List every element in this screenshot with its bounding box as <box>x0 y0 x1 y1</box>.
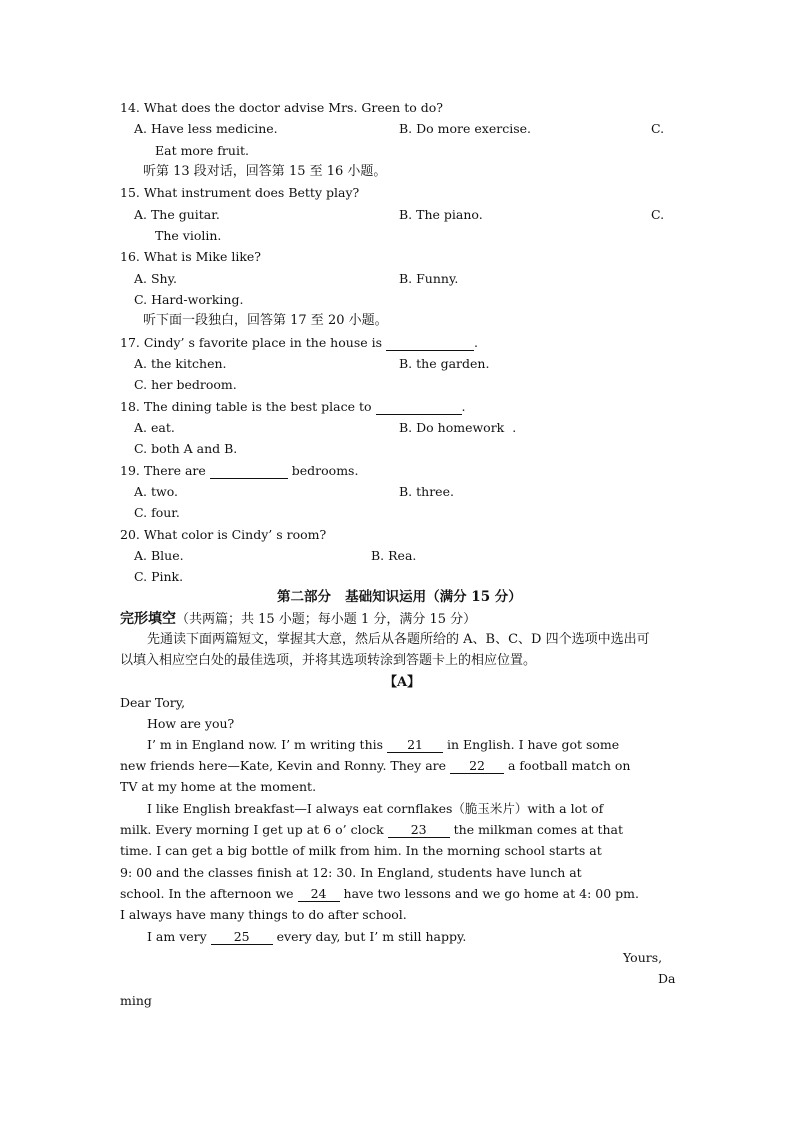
q19-stem: 19. There are bedrooms. <box>120 463 359 478</box>
q16-option-c: C. Hard-working. <box>134 292 244 307</box>
q17-stem: 17. Cindy’ s favorite place in the house is . <box>120 335 478 350</box>
letter-p2-line1: I like English breakfast—I always eat cornflakes（脆玉米片）with a lot of <box>147 801 604 816</box>
q17-blank <box>386 337 474 351</box>
q20-option-b: B. Rea. <box>371 548 417 563</box>
q19-option-c: C. four. <box>134 505 180 520</box>
instruction-line-2: 以填入相应空白处的最佳选项，并将其选项转涂到答题卡上的相应位置。 <box>120 653 537 668</box>
q14-option-b: B. Do more exercise. <box>399 121 531 136</box>
instruction-line-1: 先通读下面两篇短文，掌握其大意，然后从各题所给的 A、B、C、D 四个选项中选出可 <box>147 632 650 647</box>
blank-23: 23 <box>388 824 450 838</box>
q18-option-c: C. both A and B. <box>134 441 238 456</box>
q15-option-a: A. The guitar. <box>134 207 220 222</box>
letter-p2-line4: 9: 00 and the classes finish at 12: 30. In England, students have lunch at <box>120 865 582 880</box>
letter-p1-line3: TV at my home at the moment. <box>120 779 317 794</box>
q20-option-c: C. Pink. <box>134 569 184 584</box>
letter-signature-part1: Da <box>658 971 676 986</box>
q14-option-c-text: Eat more fruit. <box>155 143 249 158</box>
letter-p2-line2: milk. Every morning I get up at 6 o’ clock 23 the milkman comes at that <box>120 822 623 837</box>
q20-stem: 20. What color is Cindy’ s room? <box>120 527 327 542</box>
q15-option-c-letter: C. <box>651 207 665 222</box>
blank-24: 24 <box>298 888 340 902</box>
letter-signature-part2: ming <box>120 993 152 1008</box>
q15-stem: 15. What instrument does Betty play? <box>120 185 360 200</box>
cloze-heading <box>120 612 476 626</box>
q16-option-b: B. Funny. <box>399 271 459 286</box>
letter-p2-line3: time. I can get a big bottle of milk from him. In the morning school starts at <box>120 843 602 858</box>
cloze-info: （共两篇；共 15 小题；每小题 1 分，满分 15 分） <box>176 612 477 627</box>
letter-p3-line1: I am very 25 every day, but I’ m still happy. <box>147 929 467 944</box>
q17-option-b: B. the garden. <box>399 356 490 371</box>
q18-stem: 18. The dining table is the best place to . <box>120 399 466 414</box>
q18-blank <box>376 401 462 415</box>
q16-option-a: A. Shy. <box>134 271 177 286</box>
letter-closing: Yours, <box>623 950 663 965</box>
q14-stem: 14. What does the doctor advise Mrs. Green to do? <box>120 100 443 115</box>
passage-a-label: 【A】 <box>384 675 421 690</box>
letter-line-how-are-you: How are you? <box>147 716 235 731</box>
letter-greeting: Dear Tory, <box>120 695 186 710</box>
q14-option-c-letter: C. <box>651 121 665 136</box>
letter-p2-line5: school. In the afternoon we 24 have two lessons and we go home at 4: 00 pm. <box>120 886 640 901</box>
q16-stem: 16. What is Mike like? <box>120 249 261 264</box>
q15-option-c-text: The violin. <box>155 228 222 243</box>
q19-option-b: B. three. <box>399 484 454 499</box>
q17-option-a: A. the kitchen. <box>134 356 227 371</box>
blank-25: 25 <box>211 931 273 945</box>
q14-option-a: A. Have less medicine. <box>134 121 278 136</box>
section-13-instruction: 听第 13 段对话，回答第 15 至 16 小题。 <box>143 164 387 179</box>
letter-p2-line6: I always have many things to do after school. <box>120 907 407 922</box>
q18-option-b: B. Do homework . <box>399 420 517 435</box>
q20-option-a: A. Blue. <box>134 548 184 563</box>
monologue-instruction: 听下面一段独白，回答第 17 至 20 小题。 <box>143 313 388 328</box>
blank-21: 21 <box>387 739 443 753</box>
cloze-label: 完形填空 <box>120 611 176 627</box>
blank-22: 22 <box>450 760 504 774</box>
letter-p1-line1: I’ m in England now. I’ m writing this 21 in English. I have got some <box>147 737 620 752</box>
q15-option-b: B. The piano. <box>399 207 483 222</box>
letter-p1-line2: new friends here—Kate, Kevin and Ronny. They are 22 a football match on <box>120 758 631 773</box>
q18-option-a: A. eat. <box>134 420 175 435</box>
q19-blank <box>210 465 288 479</box>
q17-option-c: C. her bedroom. <box>134 377 237 392</box>
q19-option-a: A. two. <box>134 484 178 499</box>
part2-title: 第二部分 基础知识运用（满分 15 分） <box>277 589 522 605</box>
